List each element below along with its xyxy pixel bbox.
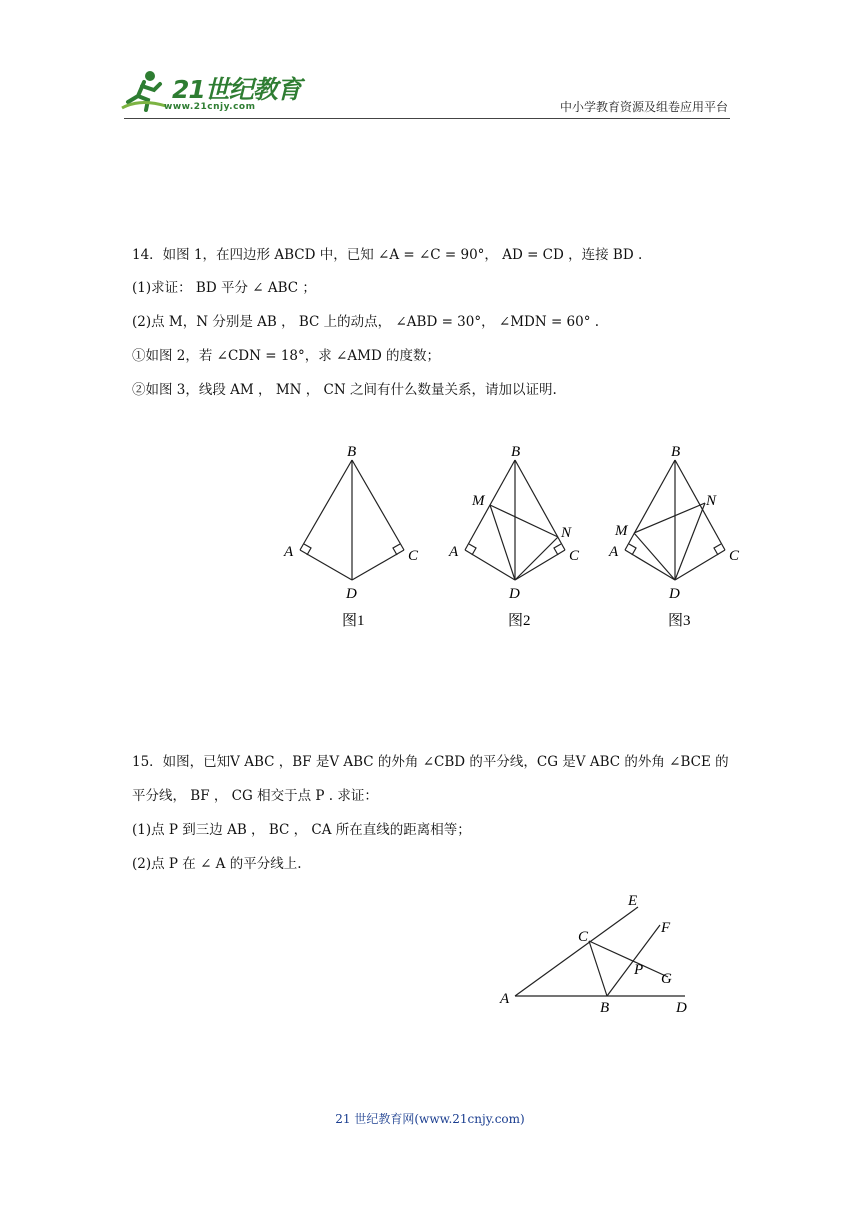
q15-line-1: 15．如图，已知V ABC ，BF 是V ABC 的外角 ∠CBD 的平分线，CG 是V ABC 的外角 ∠BCE 的	[132, 754, 729, 770]
fig1-label-c: C	[408, 548, 419, 564]
fig15-label-e: E	[628, 893, 638, 909]
fig15-label-d: D	[676, 1000, 687, 1016]
figure-2	[445, 440, 595, 639]
fig15-label-b: B	[600, 1000, 610, 1016]
q15-line-2: 平分线， BF ， CG 相交于点 P . 求证：	[132, 788, 378, 804]
header-divider	[124, 118, 730, 119]
fig1-caption: 图1	[342, 613, 365, 629]
fig15-label-g: G	[661, 971, 672, 987]
fig2-label-n: N	[561, 525, 572, 541]
fig15-label-p: P	[634, 962, 644, 978]
fig2-label-m: M	[472, 493, 485, 509]
fig3-label-n: N	[706, 493, 717, 509]
fig3-label-c: C	[729, 548, 740, 564]
fig2-caption: 图2	[508, 613, 531, 629]
q14-line-2: (1)求证： BD 平分 ∠ ABC ；	[132, 280, 316, 296]
fig1-label-d: D	[346, 586, 357, 602]
fig1-label-b: B	[347, 444, 357, 460]
q14-line-5: ②如图 3，线段 AM ， MN ， CN 之间有什么数量关系，请加以证明.	[132, 382, 557, 398]
fig3-caption: 图3	[668, 613, 691, 629]
fig15-label-f: F	[661, 920, 671, 936]
fig3-label-m: M	[615, 523, 628, 539]
logo-wordmark: 21世纪教育	[172, 75, 301, 104]
q15-line-3: (1)点 P 到三边 AB ， BC ， CA 所在直线的距离相等；	[132, 822, 471, 838]
fig15-label-c: C	[578, 929, 589, 945]
figure-3	[605, 440, 755, 639]
page-footer: 21 世纪教育网(www.21cnjy.com)	[335, 1112, 525, 1126]
platform-name: 中小学教育资源及组卷应用平台	[559, 100, 728, 114]
fig2-label-b: B	[511, 444, 521, 460]
fig3-label-a: A	[609, 544, 619, 560]
brand-logo	[120, 68, 320, 118]
fig3-label-b: B	[671, 444, 681, 460]
page-header	[120, 60, 730, 120]
fig2-label-d: D	[509, 586, 520, 602]
q15-line-4: (2)点 P 在 ∠ A 的平分线上.	[132, 856, 302, 872]
figure-15	[495, 885, 710, 1024]
fig3-label-d: D	[669, 586, 680, 602]
q14-line-3: (2)点 M，N 分别是 AB ， BC 上的动点， ∠ABD = 30°， ∠MDN = 60° .	[132, 314, 600, 330]
fig2-label-a: A	[449, 544, 459, 560]
q14-line-4: ①如图 2，若 ∠CDN = 18°，求 ∠AMD 的度数；	[132, 348, 441, 364]
fig2-label-c: C	[569, 548, 580, 564]
runner-logo-icon	[120, 68, 170, 112]
logo-url: www.21cnjy.com	[164, 102, 256, 112]
q14-line-1: 14．如图 1，在四边形 ABCD 中，已知 ∠A = ∠C = 90°， AD = CD ，连接 BD .	[132, 247, 643, 263]
fig1-label-a: A	[284, 544, 294, 560]
figure-1	[280, 440, 430, 639]
fig15-label-a: A	[500, 991, 510, 1007]
